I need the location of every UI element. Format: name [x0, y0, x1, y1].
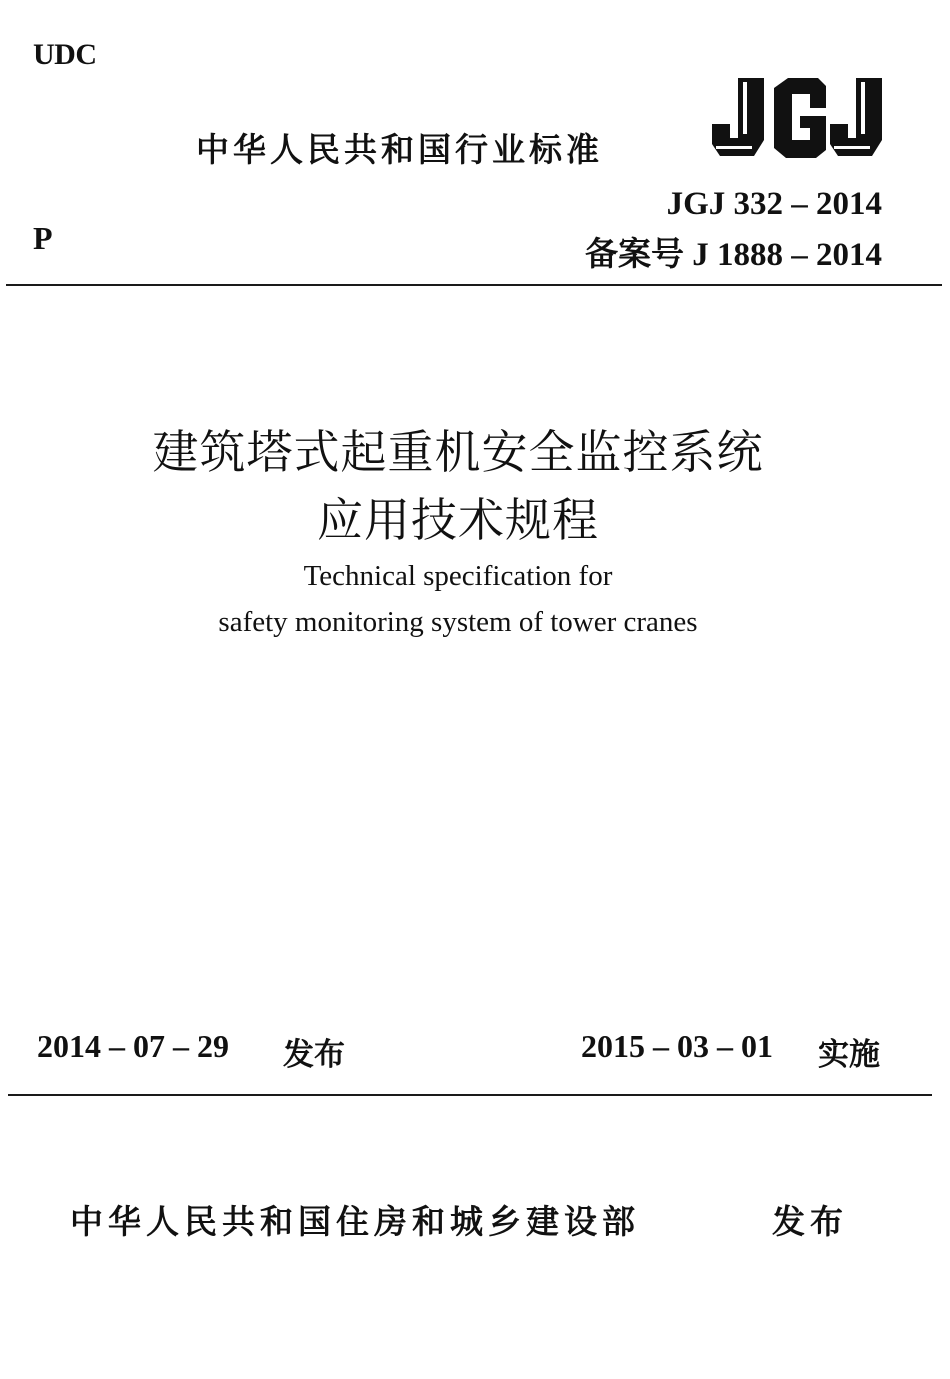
standard-number: JGJ 332 – 2014 [666, 186, 882, 222]
publisher-name: 中华人民共和国住房和城乡建设部 [70, 1202, 640, 1241]
implementation-label: 实施 [818, 1037, 880, 1073]
implementation-date: 2015 – 03 – 01 [581, 1028, 773, 1064]
jgj-logo-graphic [708, 74, 886, 162]
title-chinese-line-1: 建筑塔式起重机安全监控系统 [152, 425, 764, 479]
title-english-line-2: safety monitoring system of tower cranes [218, 606, 698, 638]
issue-label: 发布 [283, 1037, 345, 1073]
title-english-line-1: Technical specification for [303, 560, 613, 592]
title-chinese-line-2: 应用技术规程 [317, 493, 599, 547]
udc-label: UDC [33, 38, 97, 71]
publish-label: 发布 [772, 1202, 848, 1241]
header-divider [6, 284, 942, 286]
jgj-logo [708, 74, 886, 162]
standard-type-heading: 中华人民共和国行业标准 [196, 130, 603, 169]
record-number: 备案号 J 1888 – 2014 [585, 237, 882, 273]
issue-date: 2014 – 07 – 29 [37, 1028, 229, 1064]
classification-code: P [33, 220, 53, 256]
footer-divider [8, 1094, 932, 1096]
